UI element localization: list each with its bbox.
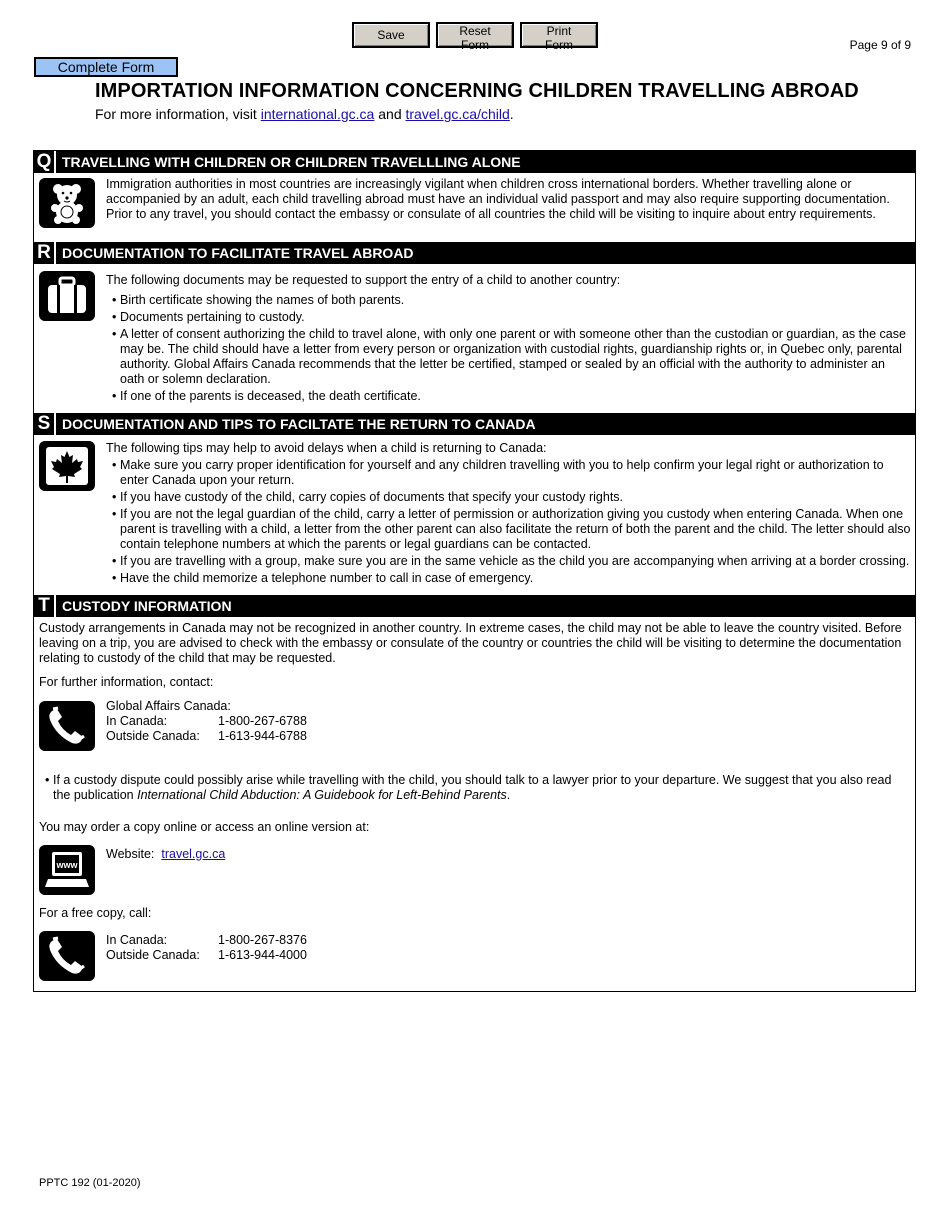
list-item: • Birth certificate showing the names of both parents. <box>112 293 912 308</box>
svg-text:www: www <box>56 860 78 870</box>
list-item: • Make sure you carry proper identification for yourself and any children travelling with you to help confirm your legal right or authorization to enter Canada upon your return. <box>112 458 912 488</box>
contact-phone: 1-800-267-6788 <box>218 714 307 728</box>
telephone-icon <box>39 931 95 981</box>
section-s-title: DOCUMENTATION AND TIPS TO FACILTATE THE RETURN TO CANADA <box>62 416 536 432</box>
section-r-content <box>106 273 912 404</box>
section-s-list <box>106 458 912 586</box>
section-q-body: Immigration authorities in most countries are increasingly vigilant when children cross international borders. Whether travelling alone or accompanied by an adult, each child travelling abroad must have an individual valid passport and may also require supporting documentation. Prior to any travel, you should contact the embassy or consulate of all countries the child will be visiting to inquire about entry requirements. <box>106 177 890 221</box>
dispute-text: If a custody dispute could possibly arise while travelling with the child, you should talk to a lawyer prior to your departure. We suggest that you also read the publication <box>53 773 892 802</box>
publication-title: International Child Abduction: A Guidebook for Left-Behind Parents <box>137 788 507 802</box>
website-label: Website: <box>106 847 155 861</box>
save-button[interactable]: Save <box>352 22 430 48</box>
page-number: Page 9 of 9 <box>849 38 911 52</box>
list-item-text: If you have custody of the child, carry copies of documents that specify your custody rights. <box>120 490 624 504</box>
section-t-body: Custody arrangements in Canada may not be recognized in another country. In extreme cases, the child may not be able to leave the country visited. Before leaving on a trip, you are advised to check with the embassy or consulate of the country or countries the child will be visiting to determine the documentation relating to custody of the child that may be requested. <box>39 621 902 665</box>
section-t-letter: T <box>34 595 56 617</box>
contact-phone: 1-613-944-4000 <box>218 948 307 962</box>
section-r-letter: R <box>34 242 56 264</box>
section-s-intro: The following tips may help to avoid delays when a child is returning to Canada: <box>106 441 547 455</box>
section-r-list <box>106 293 912 404</box>
list-item-text: Documents pertaining to custody. <box>120 310 305 324</box>
contact-label: In Canada: <box>106 933 168 947</box>
further-info-text: For further information, contact: <box>39 675 214 689</box>
section-q-letter: Q <box>34 151 56 173</box>
list-item: • Documents pertaining to custody. <box>112 310 912 325</box>
list-item-text: Birth certificate showing the names of both parents. <box>120 293 405 307</box>
contact-label: Outside Canada: <box>106 729 200 743</box>
travel-child-link[interactable]: travel.gc.ca/child <box>405 106 510 122</box>
list-item: • If a custody dispute could possibly arise while travelling with the child, you should talk to a lawyer prior to your departure. We suggest that you also read the publication International Child Abduction: A Guidebook for Left-Behind Parents. <box>45 773 892 802</box>
www-computer-icon <box>39 845 95 895</box>
complete-form-button[interactable]: Complete Form <box>34 57 178 77</box>
more-info-suffix: . <box>509 106 514 122</box>
section-r-intro: The following documents may be requested to support the entry of a child to another country: <box>106 273 621 287</box>
suitcase-icon <box>39 271 95 321</box>
print-form-button[interactable]: Print Form <box>520 22 598 48</box>
contact-row-in-canada <box>106 933 307 948</box>
contact-phone: 1-613-944-6788 <box>218 729 307 743</box>
reset-form-button[interactable]: Reset Form <box>436 22 514 48</box>
section-s-content <box>106 441 912 586</box>
website-link[interactable]: travel.gc.ca <box>161 847 226 861</box>
list-item-text: Make sure you carry proper identification for yourself and any children travelling with you to help confirm your legal right or authorization to enter Canada upon your return. <box>120 458 884 487</box>
section-r-title: DOCUMENTATION TO FACILITATE TRAVEL ABROAD <box>62 245 414 261</box>
list-item-text: If you are not the legal guardian of the child, carry a letter of permission or authorization giving you custody when entering Canada. When one parent is travelling with a child, a letter from the other parent can also facilitate the return of both the parent and the child. The letter should also contain telephone numbers at which the parents or legal guardians can be contacted. <box>120 507 911 551</box>
contact-label: In Canada: <box>106 714 168 728</box>
contact-phone: 1-800-267-8376 <box>218 933 307 947</box>
free-copy-text: For a free copy, call: <box>39 906 152 920</box>
section-r-header <box>34 242 915 264</box>
website-line <box>106 847 225 862</box>
page-title: IMPORTATION INFORMATION CONCERNING CHILDREN TRAVELLING ABROAD <box>95 80 859 102</box>
international-link[interactable]: international.gc.ca <box>260 106 375 122</box>
list-item-text: Have the child memorize a telephone number to call in case of emergency. <box>120 571 534 585</box>
contact-label: Outside Canada: <box>106 948 200 962</box>
list-item: • If you are travelling with a group, make sure you are in the same vehicle as the child you are accompanying when arriving at a border crossing. <box>112 554 912 569</box>
order-text: You may order a copy online or access an online version at: <box>39 820 370 834</box>
dispute-end: . <box>506 788 511 802</box>
list-item-text: If you are travelling with a group, make sure you are in the same vehicle as the child you are accompanying when arriving at a border crossing. <box>120 554 910 568</box>
teddy-bear-icon <box>39 178 95 228</box>
toolbar <box>352 22 598 52</box>
contact-block <box>106 699 307 744</box>
list-item: • If you have custody of the child, carry copies of documents that specify your custody rights. <box>112 490 912 505</box>
list-item: • If you are not the legal guardian of the child, carry a letter of permission or authorization giving you custody when entering Canada. When one parent is travelling with a child, a letter from the other parent can also facilitate the return of both the parent and the child. The letter should also contain telephone numbers at which the parents or legal guardians can be contacted. <box>112 507 911 551</box>
list-item-text: If one of the parents is deceased, the death certificate. <box>120 389 421 403</box>
list-item: • A letter of consent authorizing the child to travel alone, with only one parent or with someone other than the custodian or guardian, as the case may be. The child should have a letter from every person or organization with custodial rights, guardianship rights or, in Quebec only, parental authority. Global Affairs Canada recommends that the letter be certified, stamped or sealed by an official with the authority to administer an oath or solemn declaration. <box>112 327 912 387</box>
copy-contact-block <box>106 933 307 963</box>
more-info-prefix: For more information, visit <box>95 106 261 122</box>
list-item: • If one of the parents is deceased, the death certificate. <box>112 389 912 404</box>
list-item: • Have the child memorize a telephone number to call in case of emergency. <box>112 571 912 586</box>
contact-row-outside-canada <box>106 729 307 744</box>
form-code-footer: PPTC 192 (01-2020) <box>39 1177 141 1189</box>
info-frame <box>33 150 916 992</box>
dispute-note <box>39 771 911 803</box>
section-q-header <box>34 151 915 173</box>
telephone-icon <box>39 701 95 751</box>
list-item-text: A letter of consent authorizing the child to travel alone, with only one parent or with someone other than the custodian or guardian, as the case may be. The child should have a letter from every person or organization with custodial rights, guardianship rights or, in Quebec only, parental authority. Global Affairs Canada recommends that the letter be certified, stamped or sealed by an official with the authority to administer an oath or solemn declaration. <box>120 327 906 386</box>
contact-row-in-canada <box>106 714 307 729</box>
contact-org: Global Affairs Canada: <box>106 699 231 713</box>
more-info-and: and <box>374 106 406 122</box>
contact-row-outside-canada <box>106 948 307 963</box>
section-q-title: TRAVELLING WITH CHILDREN OR CHILDREN TRAVELLLING ALONE <box>62 154 521 170</box>
maple-leaf-icon <box>39 441 95 491</box>
section-t-header <box>34 595 915 617</box>
section-s-letter: S <box>34 413 56 435</box>
section-s-header <box>34 413 915 435</box>
section-t-title: CUSTODY INFORMATION <box>62 598 232 614</box>
more-info-line <box>95 106 514 122</box>
